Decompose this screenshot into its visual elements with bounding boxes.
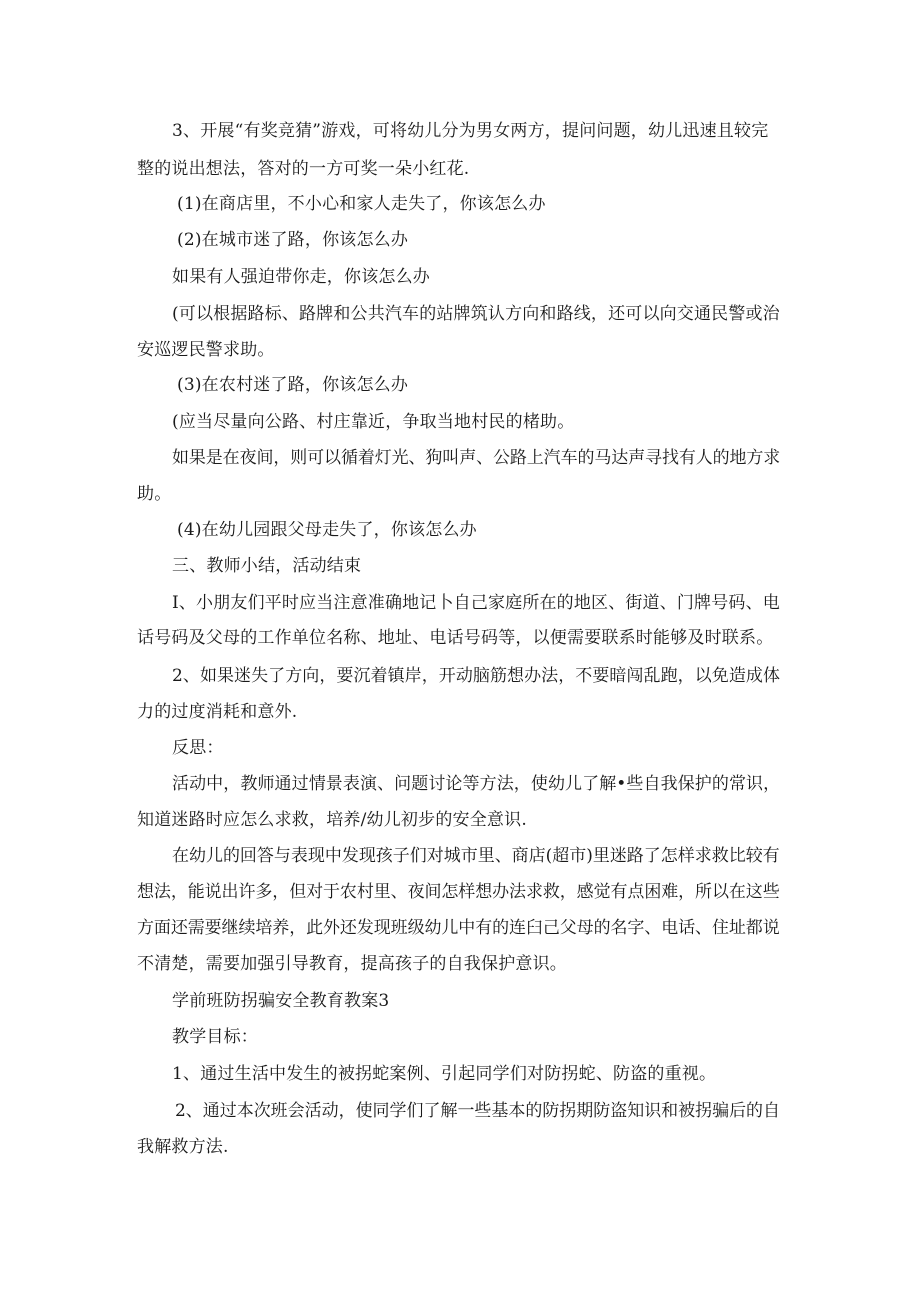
section-heading: 反思：: [172, 738, 224, 758]
paragraph-line: 2、通过本次班会活动，使同学们了解一些基本的防拐期防盗知识和被拐骗后的自: [175, 1101, 781, 1121]
paragraph-line: 力的过度消耗和意外.: [137, 702, 298, 722]
paragraph-line: (1)在商店里，不小心和家人走失了，你该怎么办: [177, 194, 546, 214]
paragraph-line: 2、如果迷失了方向，要沉着镇岸，开动脑筋想办法，不要暗闯乱跑，以免造成体: [172, 666, 781, 686]
paragraph-line: 1、通过生活中发生的被拐蛇案例、引起同学们对防拐蛇、防盗的重视。: [172, 1064, 717, 1084]
paragraph-line: (可以根据路标、路牌和公共汽车的站牌筑认方向和路线，还可以向交通民警或治: [172, 304, 780, 324]
paragraph-line: (3)在农村迷了路，你该怎么办: [177, 375, 409, 395]
paragraph-line: 在幼儿的回答与表现中发现孩子们对城市里、商店(超市)里迷路了怎样求救比较有: [172, 846, 780, 866]
paragraph-line: (4)在幼儿园跟父母走失了，你该怎么办: [177, 520, 477, 540]
paragraph-line: 活动中，教师通过情景表演、问题讨论等方法，使幼儿了解•些自我保护的常识，: [172, 774, 781, 794]
paragraph-line: 如果有人强迫带你走，你该怎么办: [172, 267, 430, 287]
paragraph-line: 整的说出想法，答对的一方可奖一朵小红花.: [137, 159, 470, 179]
paragraph-line: 话号码及父母的工作单位名称、地址、电话号码等，以便需要联系时能够及时联系。: [137, 628, 774, 648]
paragraph-line: I、小朋友们平时应当注意准确地记卜自己家庭所在的地区、街道、门牌号码、电: [172, 593, 780, 613]
section-heading: 教学目标：: [172, 1027, 258, 1047]
paragraph-line: 方面还需要继续培养，此外还发现班级幼儿中有的连臼己父母的名字、电话、住址都说: [137, 918, 780, 938]
paragraph-line: 助。: [137, 484, 172, 504]
paragraph-line: 如果是在夜间，则可以循着灯光、狗叫声、公路上汽车的马达声寻找有人的地方求: [172, 448, 781, 468]
paragraph-line: 想法，能说出许多，但对于农村里、夜间怎样想办法求救，感觉有点困难，所以在这些: [137, 882, 780, 902]
paragraph-line: (应当尽量向公路、村庄靠近，争取当地村民的楮助。: [172, 412, 575, 432]
section-heading: 三、教师小结，活动结束: [172, 556, 362, 576]
paragraph-line: (2)在城市迷了路，你该怎么办: [177, 230, 409, 250]
paragraph-line: 不清楚，需要加强引导教育，提高孩子的自我保护意识。: [137, 954, 567, 974]
paragraph-line: 知道迷路时应怎么求救，培养/幼儿初步的安全意识.: [137, 810, 527, 830]
paragraph-line: 我解救方法.: [137, 1137, 229, 1157]
section-heading: 学前班防拐骗安全教育教案3: [172, 991, 390, 1011]
paragraph-line: 安巡逻民警求助。: [137, 340, 275, 360]
paragraph-line: 3、开展“有奖竞猜”游戏，可将幼儿分为男女两方，提问问题，幼儿迅速且较完: [172, 121, 769, 141]
